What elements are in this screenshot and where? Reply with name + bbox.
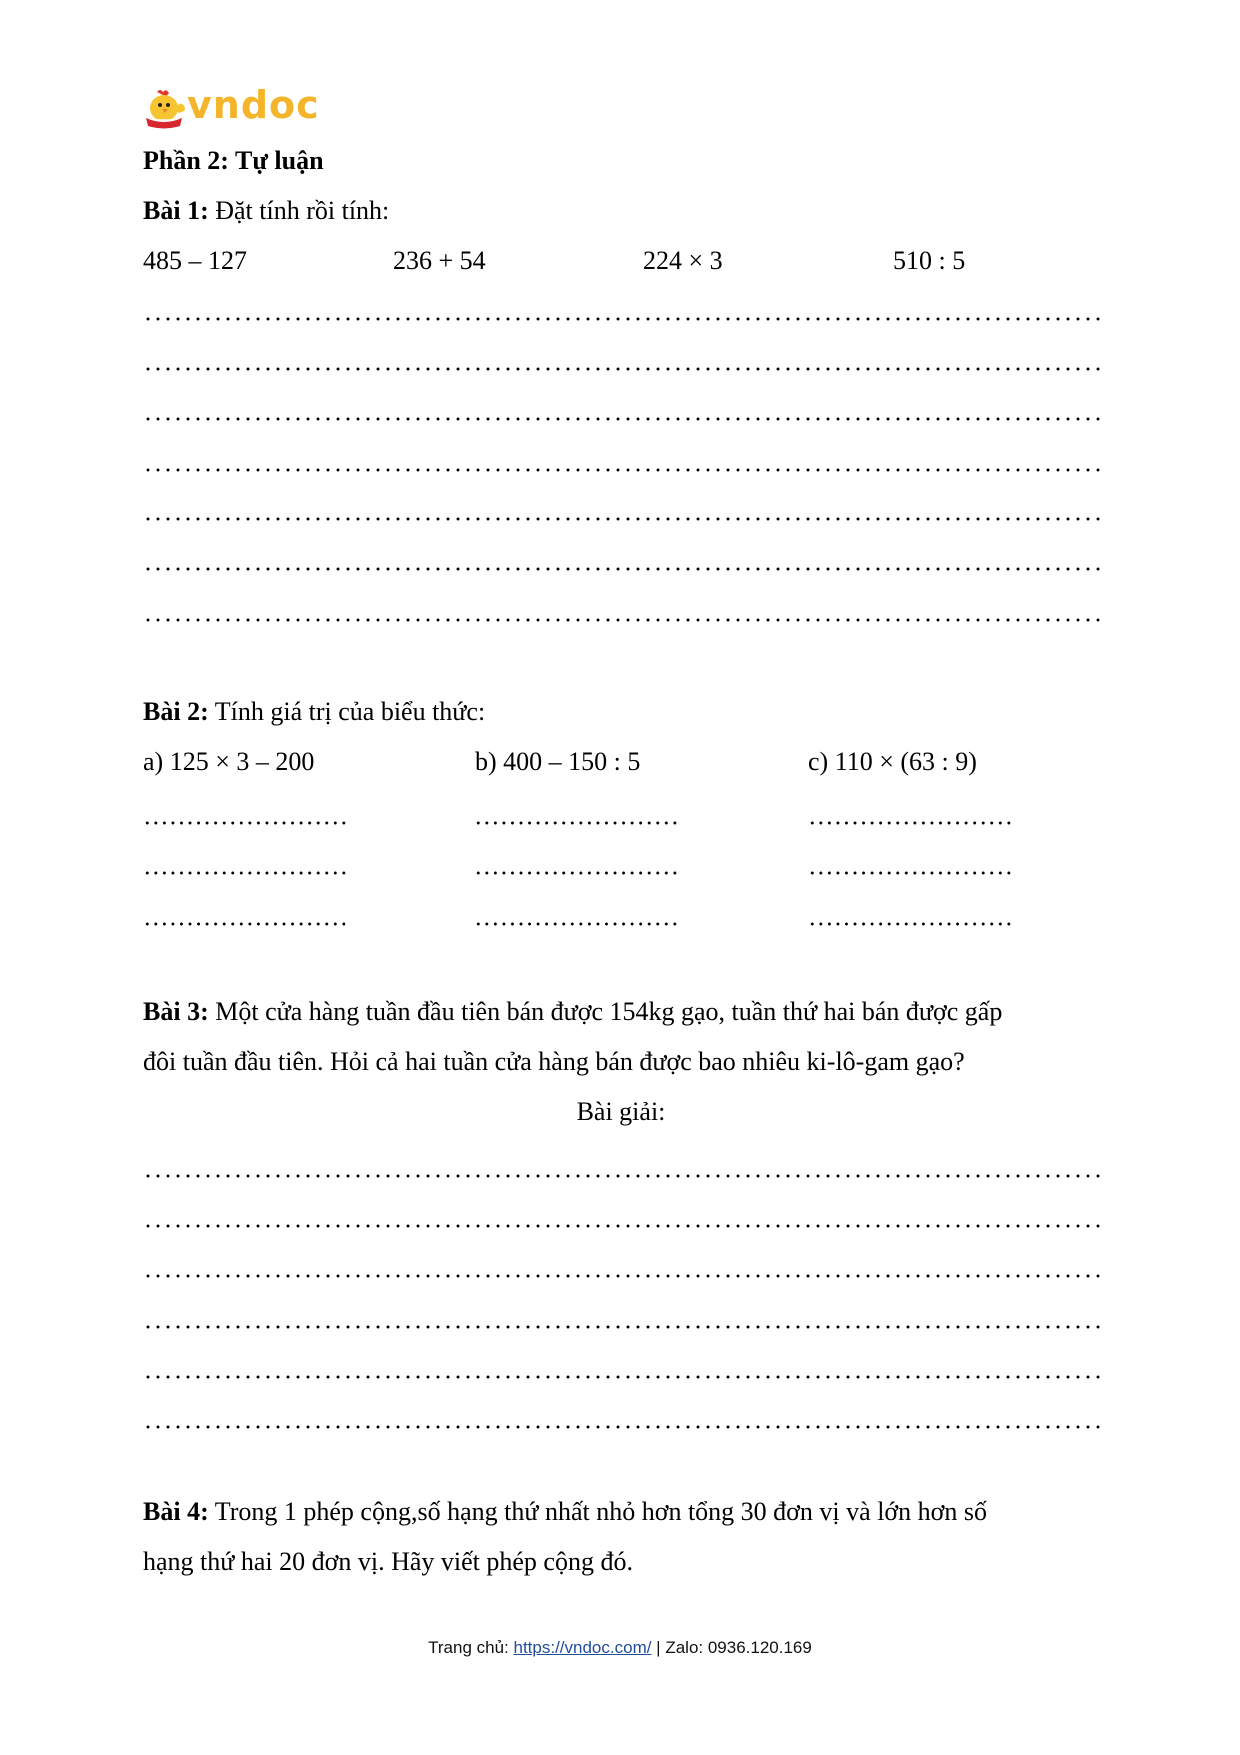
answer-line[interactable] xyxy=(143,317,1103,321)
exercise-1-item-1: 485 – 127 xyxy=(143,246,247,275)
vndoc-logo xyxy=(143,83,320,130)
exercise-4-line-1 xyxy=(143,1497,987,1527)
answer-line-a[interactable] xyxy=(143,871,349,875)
exercise-1-item-2: 236 + 54 xyxy=(393,246,486,275)
exercise-2-prompt: Tính giá trị của biểu thức: xyxy=(214,697,486,726)
exercise-3-line-1 xyxy=(143,997,1002,1027)
answer-line[interactable] xyxy=(143,1425,1103,1429)
exercise-2-label: Bài 2: xyxy=(143,697,209,726)
footer-separator: | xyxy=(651,1638,666,1657)
exercise-1-heading xyxy=(143,196,389,226)
exercise-3-prompt-2: đôi tuần đầu tiên. Hỏi cả hai tuần cửa hàng bán được bao nhiêu ki-lô-gam gạo? xyxy=(143,1047,965,1076)
exercise-1-label: Bài 1: xyxy=(143,196,209,225)
exercise-1-item-4: 510 : 5 xyxy=(893,246,966,275)
exercise-1-prompt: Đặt tính rồi tính: xyxy=(215,196,390,225)
answer-line-a[interactable] xyxy=(143,922,349,926)
footer-home-link[interactable]: https://vndoc.com/ xyxy=(513,1638,652,1657)
footer-home-label: Trang chủ: xyxy=(428,1638,514,1657)
solution-heading: Bài giải: xyxy=(576,1097,666,1126)
exercise-1-item-3: 224 × 3 xyxy=(643,246,723,275)
answer-line[interactable] xyxy=(143,1224,1103,1228)
answer-line[interactable] xyxy=(143,417,1103,421)
answer-line-c[interactable] xyxy=(808,922,1014,926)
section-title: Phần 2: Tự luận xyxy=(143,146,324,175)
exercise-2-heading xyxy=(143,697,485,727)
exercise-4-prompt-1: Trong 1 phép cộng,số hạng thứ nhất nhỏ hơn tổng 30 đơn vị và lớn hơn số xyxy=(214,1497,988,1526)
answer-line[interactable] xyxy=(143,468,1103,472)
exercise-3-prompt-1: Một cửa hàng tuần đầu tiên bán được 154kg gạo, tuần thứ hai bán được gấp xyxy=(215,997,1003,1026)
answer-line[interactable] xyxy=(143,1174,1103,1178)
answer-line[interactable] xyxy=(143,1375,1103,1379)
answer-line[interactable] xyxy=(143,517,1103,521)
answer-line[interactable] xyxy=(143,618,1103,622)
answer-line-b[interactable] xyxy=(474,922,680,926)
page-footer xyxy=(0,1638,1240,1658)
answer-line[interactable] xyxy=(143,1325,1103,1329)
footer-zalo: Zalo: 0936.120.169 xyxy=(665,1638,812,1657)
answer-line-c[interactable] xyxy=(808,871,1014,875)
answer-line-b[interactable] xyxy=(474,821,680,825)
answer-line[interactable] xyxy=(143,567,1103,571)
logo-wordmark: vndoc xyxy=(187,83,320,127)
answer-line-c[interactable] xyxy=(808,821,1014,825)
exercise-3-label: Bài 3: xyxy=(143,997,209,1026)
exercise-2-item-b: b) 400 – 150 : 5 xyxy=(475,747,641,776)
exercise-2-item-a: a) 125 × 3 – 200 xyxy=(143,747,315,776)
exercise-4-label: Bài 4: xyxy=(143,1497,209,1526)
exercise-4-prompt-2: hạng thứ hai 20 đơn vị. Hãy viết phép cộng đó. xyxy=(143,1547,633,1576)
answer-line-a[interactable] xyxy=(143,821,349,825)
answer-line-b[interactable] xyxy=(474,871,680,875)
answer-line[interactable] xyxy=(143,1274,1103,1278)
exercise-2-item-c: c) 110 × (63 : 9) xyxy=(808,747,977,776)
answer-line[interactable] xyxy=(143,367,1103,371)
chicken-mascot-icon xyxy=(143,88,187,130)
